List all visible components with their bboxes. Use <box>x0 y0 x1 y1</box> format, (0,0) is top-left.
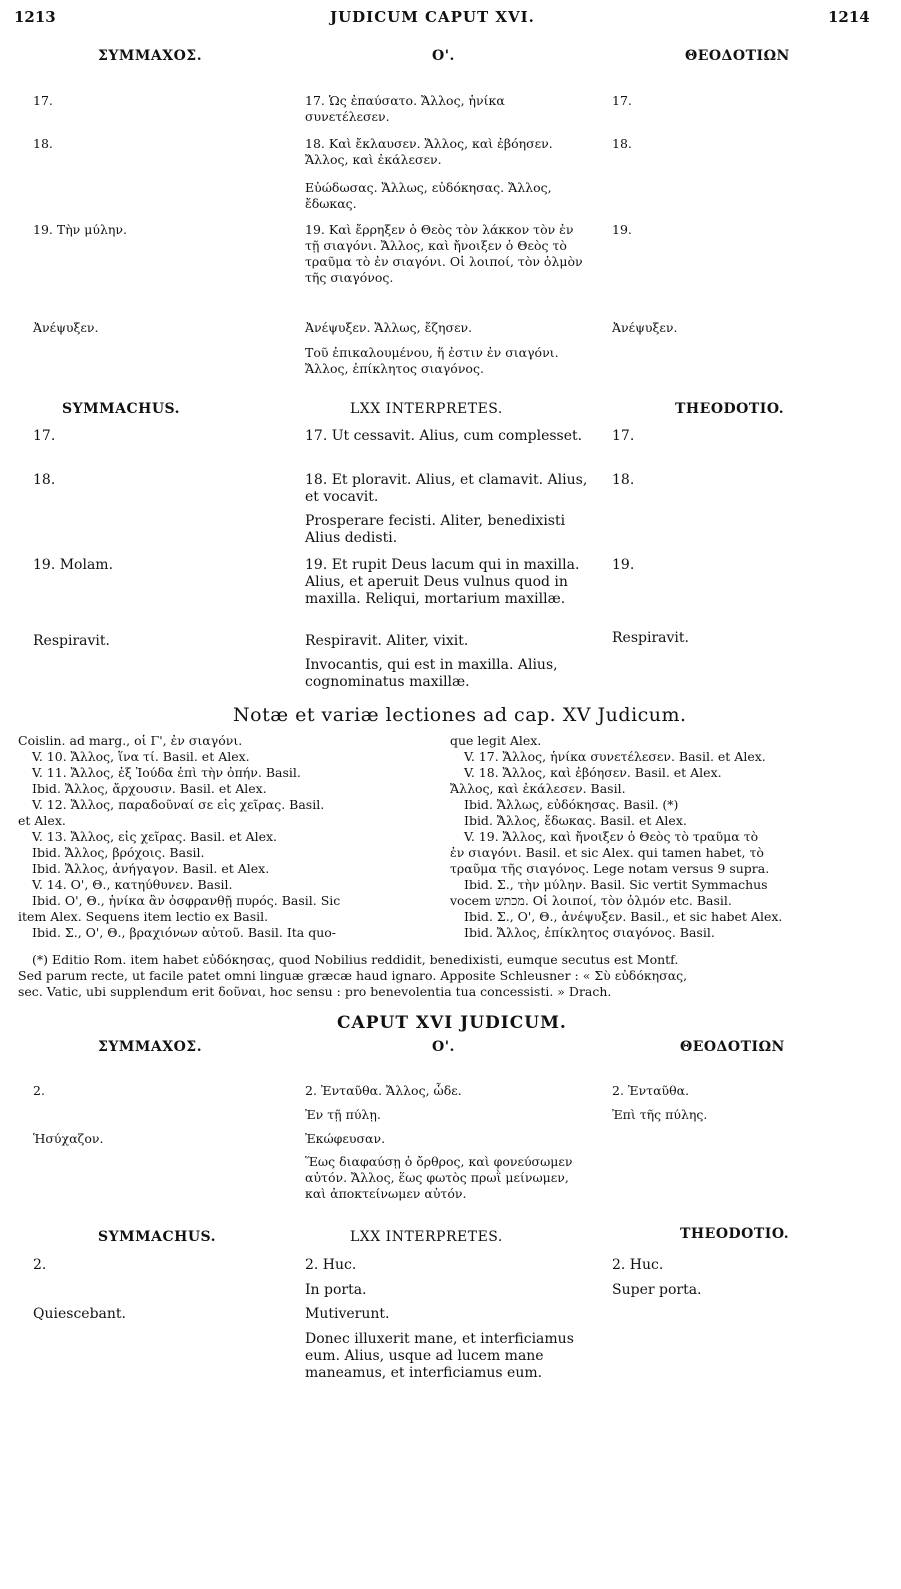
symm-latin-v17: 17. <box>33 428 56 444</box>
footnote <box>18 952 888 1000</box>
note-line: Ibid. Ἄλλος, ἔδωκας. Basil. et Alex. <box>464 813 687 828</box>
lxx-greek-anepsyxen: Ἀνέψυξεν. Ἄλλως, ἔζησεν. <box>305 320 473 335</box>
theod-latin-2-porta: Super porta. <box>612 1282 702 1298</box>
symm-greek-2-hesychazon: Ἡσύχαζον. <box>33 1131 104 1146</box>
theod-greek-anepsyxen: Ἀνέψυξεν. <box>612 320 678 335</box>
lxx-latin-2-mutiverunt: Mutiverunt. <box>305 1306 390 1322</box>
lxx-latin-2-porta: In porta. <box>305 1282 367 1298</box>
symm-greek-anepsyxen: Ἀνέψυξεν. <box>33 320 99 335</box>
col-header-lxx-latin-2: LXX INTERPRETES. <box>350 1229 503 1245</box>
footnote-line: Sed parum recte, ut facile patet omni linguæ græcæ haud ignaro. Apposite Schleusner : « Σὺ εὐδόκησας, <box>18 968 688 983</box>
symm-greek-v18: 18. <box>33 136 53 151</box>
chapter-title: CAPUT XVI JUDICUM. <box>337 1013 567 1033</box>
note-line: item Alex. Sequens item lectio ex Basil. <box>18 909 269 924</box>
note-line: V. 13. Ἄλλος, εἰς χεῖρας. Basil. et Alex. <box>32 829 278 844</box>
theod-greek-2-v2: 2. Ἐνταῦθα. <box>612 1083 690 1098</box>
note-line: V. 18. Ἄλλος, καὶ ἐβόησεν. Basil. et Alex. <box>464 765 722 780</box>
note-line: V. 12. Ἄλλος, παραδοῦναί σε εἰς χεῖρας. Basil. <box>32 797 325 812</box>
theod-latin-v17: 17. <box>612 428 635 444</box>
theod-latin-2-v2: 2. Huc. <box>612 1257 664 1273</box>
note-line: V. 11. Ἄλλος, ἐξ Ἰούδα ἐπὶ τὴν ὀπήν. Basil. <box>32 765 301 780</box>
note-line: et Alex. <box>18 813 66 828</box>
lxx-latin-2-donec: Donec illuxerit mane, et interficiamus eum. Alius, usque ad lucem mane maneamus, et interficiamus eum. <box>305 1331 574 1381</box>
note-line: Ibid. Ἄλλος, ἀνήγαγον. Basil. et Alex. <box>32 861 270 876</box>
page-number-right: 1214 <box>828 8 870 26</box>
page-number-left: 1213 <box>14 8 56 26</box>
note-line: Ibid. Ἄλλος, ἄρχουσιν. Basil. et Alex. <box>32 781 267 796</box>
col-header-theodotion-latin-2: THEODOTIO. <box>680 1226 790 1242</box>
notes-left-column <box>18 733 438 941</box>
note-line: V. 14. Ο', Θ., κατηύθυνεν. Basil. <box>32 877 233 892</box>
lxx-latin-invocantis: Invocantis, qui est in maxilla. Alius, cognominatus maxillæ. <box>305 657 558 690</box>
symm-greek-v19: 19. Τὴν μύλην. <box>33 222 127 237</box>
symm-latin-2-quiescebant: Quiescebant. <box>33 1306 126 1322</box>
col-header-theodotion-latin: THEODOTIO. <box>675 401 785 417</box>
note-line: τραῦμα τῆς σιαγόνος. Lege notam versus 9 supra. <box>450 861 770 876</box>
col-header-theodotion-greek: ΘΕΟΔΟΤΙΩΝ <box>685 48 790 64</box>
col-header-symmachus-latin: SYMMACHUS. <box>62 401 181 417</box>
lxx-greek-tou: Τοῦ ἐπικαλουμένου, ἥ ἐστιν ἐν σιαγόνι. Ἄλλος, ἐπίκλητος σιαγόνος. <box>305 345 559 376</box>
note-line: Ibid. Σ., τὴν μύλην. Basil. Sic vertit Symmachus <box>464 877 768 892</box>
lxx-greek-v18b: Εὐώδωσας. Ἄλλως, εὐδόκησας. Ἄλλος, ἔδωκας. <box>305 180 552 211</box>
note-line: V. 10. Ἄλλος, ἵνα τί. Basil. et Alex. <box>32 749 250 764</box>
lxx-greek-v18: 18. Καὶ ἔκλαυσεν. Ἄλλος, καὶ ἐβόησεν. Ἄλλος, καὶ ἐκάλεσεν. <box>305 136 553 167</box>
theod-greek-2-pyle: Ἐπὶ τῆς πύλης. <box>612 1107 708 1122</box>
col-header-lxx-latin: LXX INTERPRETES. <box>350 401 503 417</box>
col-header-symmachus-greek: ΣΥΜΜΑΧΟΣ. <box>98 48 203 64</box>
theod-latin-respiravit: Respiravit. <box>612 630 689 646</box>
note-line: Ibid. Ἄλλως, εὐδόκησας. Basil. (*) <box>464 797 679 812</box>
lxx-greek-2-pyle: Ἐν τῇ πύλῃ. <box>305 1107 381 1122</box>
lxx-latin-v18: 18. Et ploravit. Alius, et clamavit. Alius, et vocavit. <box>305 472 588 505</box>
note-line: Ibid. Σ., Ο', Θ., βραχιόνων αὐτοῦ. Basil. Ita quo- <box>32 925 337 940</box>
footnote-line: sec. Vatic, ubi supplendum erit δοῦναι, hoc sensu : pro benevolentia tua concessisti. » Drach. <box>18 984 612 999</box>
symm-latin-v19: 19. Molam. <box>33 557 114 573</box>
notes-title: Notæ et variæ lectiones ad cap. XV Judicum. <box>233 704 687 726</box>
footnote-line: (*) Editio Rom. item habet εὐδόκησας, quod Nobilius reddidit, benedixisti, eumque secutus est Montf. <box>32 952 679 967</box>
col-header-theodotion-greek-2: ΘΕΟΔΟΤΙΩΝ <box>680 1039 785 1055</box>
note-line: vocem מכתש. Οἱ λοιποί, τὸν ὁλμόν etc. Basil. <box>450 893 732 908</box>
symm-latin-2-v2: 2. <box>33 1257 47 1273</box>
lxx-latin-2-v2: 2. Huc. <box>305 1257 357 1273</box>
lxx-latin-respiravit: Respiravit. Aliter, vixit. <box>305 633 469 649</box>
symm-greek-2-v2: 2. <box>33 1083 45 1098</box>
lxx-greek-2-ekopheusan: Ἐκώφευσαν. <box>305 1131 386 1146</box>
lxx-greek-2-v2: 2. Ἐνταῦθα. Ἄλλος, ὧδε. <box>305 1083 462 1098</box>
note-line: Ibid. Ο', Θ., ἡνίκα ἂν ὀσφρανθῇ πυρός. Basil. Sic <box>32 893 341 908</box>
note-line: Ibid. Ἄλλος, ἐπίκλητος σιαγόνος. Basil. <box>464 925 715 940</box>
symm-latin-v18: 18. <box>33 472 56 488</box>
symm-greek-v17: 17. <box>33 93 53 108</box>
note-line: que legit Alex. <box>450 733 542 748</box>
theod-greek-v18: 18. <box>612 136 632 151</box>
lxx-greek-2-heos: Ἕως διαφαύσῃ ὁ ὄρθρος, καὶ φονεύσωμεν αὐτόν. Ἄλλος, ἕως φωτὸς πρωῒ μείνωμεν, καὶ ἀποκτείνωμεν αὐτόν. <box>305 1154 573 1201</box>
theod-latin-v18: 18. <box>612 472 635 488</box>
lxx-latin-v18b: Prosperare fecisti. Aliter, benedixisti Alius dedisti. <box>305 513 566 546</box>
running-title: JUDICUM CAPUT XVI. <box>330 8 535 26</box>
note-line: Ἄλλος, καὶ ἐκάλεσεν. Basil. <box>450 781 626 796</box>
note-line: ἐν σιαγόνι. Basil. et sic Alex. qui tamen habet, τὸ <box>450 845 764 860</box>
symm-latin-respiravit: Respiravit. <box>33 633 110 649</box>
lxx-greek-v17: 17. Ὡς ἐπαύσατο. Ἄλλος, ἡνίκα συνετέλεσεν. <box>305 93 505 124</box>
col-header-lxx-greek-2: Ο'. <box>432 1039 455 1055</box>
col-header-lxx-greek: Ο'. <box>432 48 455 64</box>
note-line: V. 19. Ἄλλος, καὶ ἤνοιξεν ὁ Θεὸς τὸ τραῦμα τὸ <box>464 829 759 844</box>
note-line: V. 17. Ἄλλος, ἡνίκα συνετέλεσεν. Basil. et Alex. <box>464 749 766 764</box>
notes-right-column <box>450 733 890 941</box>
note-line: Coislin. ad marg., οἱ Γ', ἐν σιαγόνι. <box>18 733 243 748</box>
theod-greek-v17: 17. <box>612 93 632 108</box>
lxx-latin-v19: 19. Et rupit Deus lacum qui in maxilla. Alius, et aperuit Deus vulnus quod in maxilla. Reliqui, mortarium maxillæ. <box>305 557 580 607</box>
lxx-latin-v17: 17. Ut cessavit. Alius, cum complesset. <box>305 428 583 444</box>
lxx-greek-v19: 19. Καὶ ἔρρηξεν ὁ Θεὸς τὸν λάκκον τὸν ἐν τῇ σιαγόνι. Ἄλλος, καὶ ἤνοιξεν ὁ Θεὸς τὸ τραῦμα τὸ ἐν σιαγόνι. Οἱ λοιποί, τὸν ὁλμὸν τῆς σιαγόνος. <box>305 222 583 285</box>
theod-greek-v19: 19. <box>612 222 632 237</box>
note-line: Ibid. Ἄλλος, βρόχοις. Basil. <box>32 845 205 860</box>
col-header-symmachus-greek-2: ΣΥΜΜΑΧΟΣ. <box>98 1039 203 1055</box>
col-header-symmachus-latin-2: SYMMACHUS. <box>98 1229 217 1245</box>
theod-latin-v19: 19. <box>612 557 635 573</box>
note-line: Ibid. Σ., Ο', Θ., ἀνέψυξεν. Basil., et sic habet Alex. <box>464 909 783 924</box>
